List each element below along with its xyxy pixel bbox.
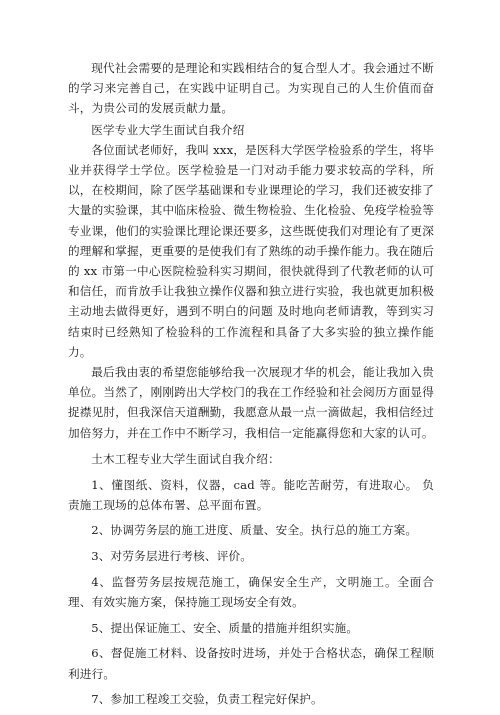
list-item-2: 2、协调劳务层的施工进度、质量、安全。执行总的施工方案。: [91, 523, 418, 538]
list-item-4: 4、监督劳务层按规范施工，确保安全生产，文明施工。全面合理、有效实施方案，保持施工现场安全有效。: [68, 574, 434, 610]
list-item-5: 5、提出保证施工、安全、质量的措施并组织实施。: [91, 620, 359, 635]
intro-closing-paragraph: 现代社会需要的是理论和实践相结合的复合型人才。我会通过不断的学习来完善自己，在实践中证明自己。为实现自己的人生价值而奋斗，为贵公司的发展贡献力量。: [68, 61, 434, 116]
list-item-7: 7、参加工程竣工交验，负责工程完好保护。: [91, 692, 323, 707]
list-item-1: 1、懂图纸、资料，仪器，cad 等。能吃苦耐劳，有进取心。 负责施工现场的总体布署、总平面布置。: [68, 477, 434, 512]
medical-body-paragraph: 各位面试老师好，我叫 xxx，是医科大学医学检验系的学生，将毕业并获得学士学位。医学检验是一门对动手能力要求较高的学科，所以，在校期间，除了医学基础课和专业课理论的学习，我们还被安排了大量的实验课，其中临床检验、微生物检验、生化检验、免疫学检验等专业课，他们的实验课比理论课还要多，这些既使我们对理论有了更深的理解和掌握，更重要的是使我们有了熟练的动手操作能力。我在随后的 xx 市第一中心医院检验科实习期间，很快就得到了代教老师的认可和信任，而肯放手让我独立操作仪器和独立进行实验，我也就更加积极主动地去做得更好，遇到不明白的问题 及时地向老师请教，等到实习结束时已经熟知了检验科的工作流程和具备了大多实验的独立操作能力。: [68, 142, 434, 359]
list-item-6: 6、督促施工材料、设备按时进场，并处于合格状态，确保工程顺利进行。: [68, 646, 434, 681]
document-page: [68, 58, 434, 715]
civil-section-heading: 土木工程专业大学生面试自我介绍：: [91, 451, 280, 466]
medical-section-heading: 医学专业大学生面试自我介绍: [91, 122, 245, 137]
medical-closing-paragraph: 最后我由衷的希望您能够给我一次展现才华的机会，能让我加入贵单位。当然了，刚刚跨出大学校门的我在工作经验和社会阅历方面显得捉襟见肘，但我深信天道酬勤，我愿意从最一点一滴做起，我相信经过加倍努力，并在工作中不断学习，我相信一定能赢得您和大家的认可。: [68, 365, 434, 440]
list-item-3: 3、对劳务层进行考核、评价。: [91, 549, 253, 564]
